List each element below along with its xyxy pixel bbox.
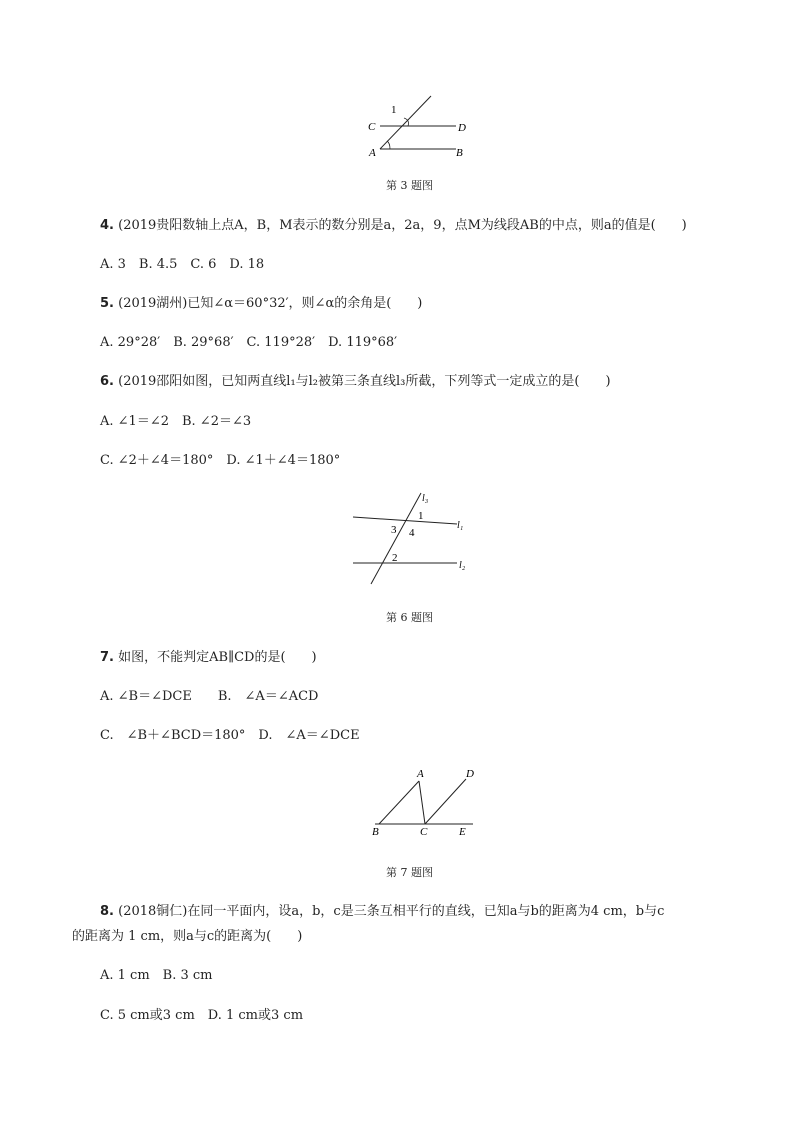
question-8-text-line-1: (2018铜仁)在同一平面内，设a，b，c是三条互相平行的直线，已知a与b的距离为4 cm，b与c — [118, 904, 665, 919]
question-4-options: A. 3 B. 4.5 C. 6 D. 18 — [100, 257, 265, 272]
label-angle-4: 4 — [409, 527, 415, 539]
question-6 — [100, 374, 611, 390]
figure-6-caption: 第 6 题图 — [386, 611, 433, 624]
question-5-number: 5. — [100, 296, 114, 311]
label-l3: l₃ — [422, 493, 429, 504]
ray-cd — [425, 779, 466, 824]
question-7-options-line-2: C. ∠B＋∠BCD＝180° D. ∠A＝∠DCE — [100, 728, 360, 743]
label-d: D — [458, 122, 466, 134]
label-b: B — [372, 826, 379, 838]
question-8-options-line-2: C. 5 cm或3 cm D. 1 cm或3 cm — [100, 1008, 304, 1023]
label-c: C — [368, 121, 376, 133]
label-c: C — [420, 826, 428, 838]
label-angle-2: 2 — [392, 552, 398, 564]
figure-6 — [345, 488, 475, 588]
label-a: A — [417, 768, 424, 780]
question-8 — [100, 904, 664, 920]
question-5-text: (2019湖州)已知∠α＝60°32′，则∠α的余角是( ) — [118, 296, 423, 311]
figure-7-caption: 第 7 题图 — [386, 866, 433, 879]
question-6-text: (2019邵阳如图，已知两直线l₁与l₂被第三条直线l₃所截，下列等式一定成立的是( ) — [118, 374, 611, 389]
label-angle-3: 3 — [391, 524, 397, 536]
angle-a-arc — [387, 141, 390, 149]
figure-7 — [365, 762, 485, 842]
question-6-options-line-2: C. ∠2＋∠4＝180° D. ∠1＋∠4＝180° — [100, 453, 341, 468]
label-a: A — [369, 147, 376, 159]
question-4-text: (2019贵阳数轴上点A，B，M表示的数分别是a，2a，9，点M为线段AB的中点，则a的值是( ) — [118, 218, 687, 233]
segment-ac — [419, 781, 425, 824]
segment-ba — [379, 781, 419, 824]
question-8-number: 8. — [100, 904, 114, 919]
question-8-options-line-1: A. 1 cm B. 3 cm — [100, 968, 213, 983]
label-l1: l₁ — [457, 520, 464, 531]
question-6-number: 6. — [100, 374, 114, 389]
question-7-options-line-1: A. ∠B＝∠DCE B. ∠A＝∠ACD — [100, 689, 319, 704]
label-d: D — [466, 768, 474, 780]
question-6-options-line-1: A. ∠1＝∠2 B. ∠2＝∠3 — [100, 414, 252, 429]
question-8-text-line-2: 的距离为 1 cm，则a与c的距离为( ) — [72, 929, 303, 944]
label-l2: l₂ — [459, 560, 466, 571]
label-e: E — [459, 826, 466, 838]
figure-3-caption: 第 3 题图 — [386, 179, 433, 192]
label-angle-1: 1 — [418, 510, 424, 522]
question-5-options: A. 29°28′ B. 29°68′ C. 119°28′ D. 119°68′ — [100, 335, 398, 350]
question-7-number: 7. — [100, 650, 114, 665]
question-5 — [100, 296, 422, 312]
label-1: 1 — [391, 104, 397, 116]
question-7-text: 如图，不能判定AB∥CD的是( ) — [118, 650, 317, 665]
question-7 — [100, 650, 317, 666]
question-4 — [100, 218, 687, 234]
label-b: B — [456, 147, 463, 159]
question-4-number: 4. — [100, 218, 114, 233]
figure-3 — [360, 90, 480, 165]
